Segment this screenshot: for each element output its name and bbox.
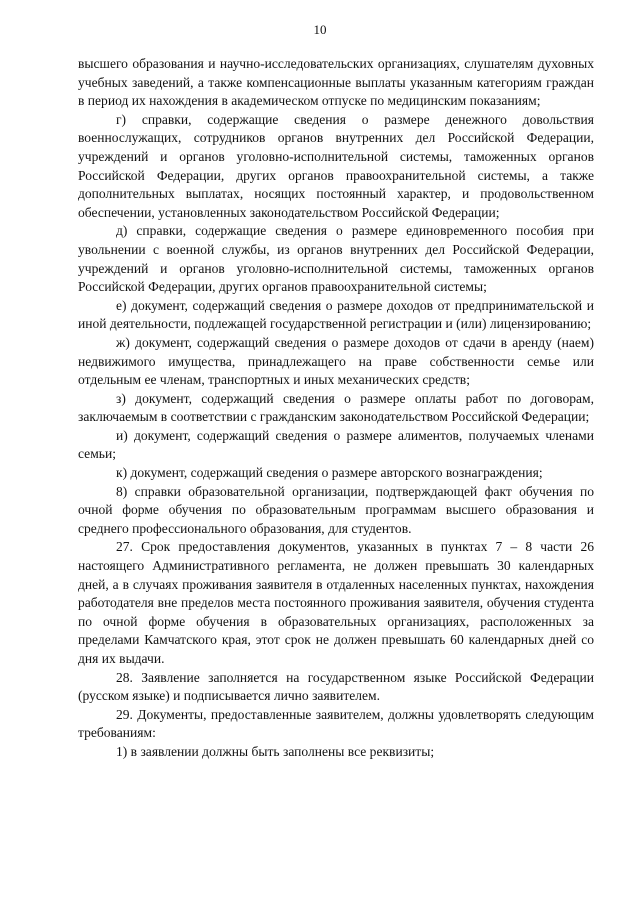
document-body [78,55,594,762]
paragraph-item-d: д) справки, содержащие сведения о размере единовременного пособия при увольнении с военной службы, из органов внутренних дел Российской Федерации, учреждений и органов уголовно-исполнительной системы, таможенных органов Российской Федерации, других органов правоохранительной системы; [78,223,594,295]
paragraph-item-z: з) документ, содержащий сведения о размере оплаты работ по договорам, заключаемым в соответствии с гражданским законодательством Российской Федерации; [78,390,594,425]
paragraph-item-e: е) документ, содержащий сведения о размере доходов от предпринимательской и иной деятельности, подлежащей государственной регистрации и (или) лицензированию; [78,297,594,332]
page-number: 10 [313,22,327,37]
paragraph-item-g: г) справки, содержащие сведения о размере денежного довольствия военнослужащих, сотрудников органов внутренних дел Российской Федерации, учреждений и органов уголовно-исполнительной системы, таможенных органов Российской Федерации, других органов правоохранительной системы, а также дополнительных выплатах, носящих постоянный характер, и продовольственном обеспечении, установленных законодательством Российской Федерации; [78,111,594,220]
paragraph-item-i: и) документ, содержащий сведения о размере алиментов, получаемых членами семьи; [78,427,594,462]
paragraph-continuation: высшего образования и научно-исследовательских организациях, слушателям духовных учебных заведений, а также компенсационные выплаты указанным категориям граждан в период их нахождения в академическом отпуске по медицинским показаниям; [78,56,594,109]
paragraph-section-28: 28. Заявление заполняется на государственном языке Российской Федерации (русском языке) и подписывается лично заявителем. [78,669,594,704]
paragraph-item-8: 8) справки образовательной организации, подтверждающей факт обучения по очной форме обучения по образовательным программам высшего образования и среднего профессионального образования, для студентов. [78,483,594,536]
paragraph-section-27: 27. Срок предоставления документов, указанных в пунктах 7 – 8 части 26 настоящего Административного регламента, не должен превышать 30 календарных дней, а в случаях проживания заявителя в отдаленных населенных пунктах, нахождения работодателя вне пределов места постоянного проживания заявителя, обучения студента по очной форме обучения в образовательных организациях, расположенных за пределами Камчатского края, этот срок не должен превышать 60 календарных дней со дня их выдачи. [78,539,594,666]
paragraph-item-zh: ж) документ, содержащий сведения о размере доходов от сдачи в аренду (наем) недвижимого имущества, принадлежащего на праве собственности семье или отдельным ее членам, транспортных и иных механических средств; [78,334,594,388]
paragraph-item-k: к) документ, содержащий сведения о размере авторского вознаграждения; [116,465,543,481]
paragraph-item-1: 1) в заявлении должны быть заполнены все реквизиты; [116,743,435,759]
paragraph-section-29: 29. Документы, предоставленные заявителем, должны удовлетворять следующим требованиям: [78,706,594,741]
